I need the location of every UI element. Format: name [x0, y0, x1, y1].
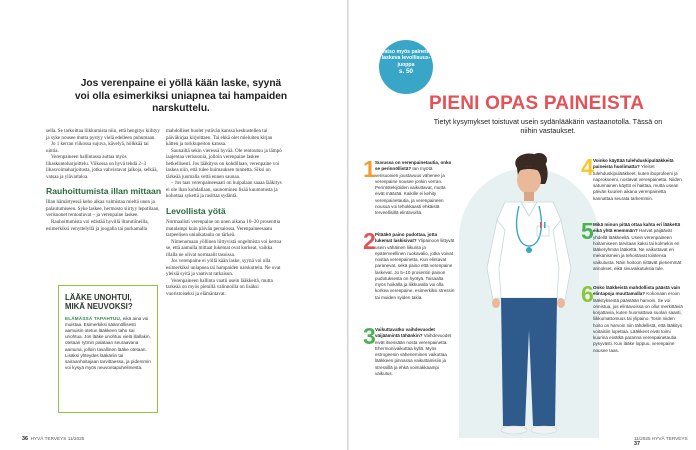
- qa-number: 1: [363, 156, 376, 182]
- qa-number: 6: [581, 281, 594, 307]
- qa-item-5: [581, 218, 683, 272]
- page-number: 37: [634, 441, 640, 447]
- paragraph: Illan hämärtyessä keho alkaa valmistaa mieltä unen ja palautumiseen. Syke laskee, hermosto siirtyy lepotilaan, verisuonet rentoutuvat – ja verenpaine laskee.: [46, 199, 160, 219]
- qa-item-4: [581, 154, 683, 202]
- infographic-deck: Tietyt kysymykset toistuvat usein sydänlääkärin vastaanotolla. Tässä on niihin vastaukset.: [433, 117, 663, 135]
- folio-right: [634, 436, 696, 447]
- left-page: [0, 0, 347, 450]
- qa-item-1: [363, 156, 455, 216]
- paragraph: Jos verenpaine ei yöllä kään laske, syynä voi olla esimerkiksi uniapnea tai hampaiden narskuttelu. Ne ovat yleisiä syitä ja vaativat ratkaisun.: [166, 258, 281, 278]
- qa-number: 5: [581, 218, 594, 244]
- qa-body: [581, 218, 683, 272]
- folio-text: 11/2025 HYVÄ TERVEYS: [634, 436, 688, 441]
- paragraph: Normaalisti verenpaine on unen aikana 10–20 prosenttia matalampi kuin päivän persaiossa. Verenpaineesaatu tarpeelisen uniaikataulu on tärkeä.: [166, 219, 281, 239]
- qa-answer: Ylipainoon liittyvät usein vähäinen liikunta ja epäterveellinen ruokavalio, jotka voivat nostaa verenpainetta. Kun elintavat paranevat, sekä paino että verenpaine laskevat. Jo 5–10 prosentin painon pudotuksesta on hyötyä. Toisaalta myös hoikalla ja liikkuvalla voi olla korkea verenpaine, esimerkiksi stressin tai muiden syiden takia.: [375, 238, 455, 300]
- qa-question: Voinko käyttää tulehduskipulääkkeitä paineista huolimatta?: [593, 158, 674, 170]
- qa-number: 4: [581, 154, 594, 180]
- sidebar-box: [58, 285, 158, 413]
- paragraph: Rauhoittumista voi edistää hyvillä iltarutiineilla, esimerkiksi venyttelyllä ja joogalla tai purkamalla: [46, 219, 149, 232]
- qa-answer: Yleiset tulehduskipulääkkeet, kuten ibuprofeeni ja naprokseeni, nostavat verenpainetta. Niiden satunnainen käyttö ei haittaa, mutta usean päivän kuurien aikana verenpainetta kannattaa seurata tarkemmin.: [593, 164, 682, 201]
- qa-item-2: [363, 228, 455, 301]
- qa-body: [363, 228, 455, 301]
- right-page: [349, 0, 696, 450]
- qa-number: 3: [363, 323, 376, 349]
- qa-question: Suvussa on verenpainetautia, onko se perinnöllistä?: [375, 160, 452, 172]
- qa-item-3: [363, 323, 455, 377]
- qa-answer: Ian myötä verisuonien joustavuus vähenee ja verenpaine nousee jonkin verran. Perintötekijöiden vaikuttavat, mutta eivät määrää. Kaikille ei kehity verenpainetautia, ja verenpaineen nousua voi tehokkaasti ehkäistä terveellisillä elintavoilla.: [375, 166, 446, 215]
- body-column-2: [166, 128, 282, 298]
- subheading-evening: Rauhoittumista illan mittaan: [46, 186, 162, 197]
- paragraph: sella. Se tarkoittaa liikkumista niin, että hengitys kiihtyy ja syke nousee mutta pystyy vielä edelleen puhumaan.: [46, 128, 160, 141]
- sidebar-lead: ELÄMÄSSÄ TAPAHTUU,: [65, 315, 122, 321]
- paragraph: Verenpaineen hallinta vaatii usein lääkkeitä, mutta tarkeää on myös pienillä valinnoilla on lisäksi vuoristoiseksi ja elämäntavat.: [166, 277, 273, 298]
- paragraph: – Jos taas verenpaineesaati on huipalaan saaaa lääkitys ei ole ihan kohdallaan, saunominen lisää kuumotusta ja kohottaa sykettä ja rasittaa sydäntä.: [166, 180, 282, 200]
- folio-left: [22, 436, 84, 442]
- paragraph: Nimenomaan yöllinen liittyvistä ongelmista voi kertoa se, että aamulla mittaat lukemat ovat korkeat, vaikka illalla ne olivat normaalit tasoissa.: [166, 238, 282, 258]
- qa-answer: Vaihdevuodet eivät itsessään nosta verenpainetta. Ehermonivaikuttaa kyllä. Myös estrogeenin väheneminen vaikuttaa lääkkeen pinnassa vaikuttamisiin ja stressillä ja ehkä voimakkaampi vaikutus.: [375, 333, 452, 376]
- qa-answer: Harvat päijäävät yhdellä lääkkeellä. Usein verenpaineen hoitamiseen tarvitaan kaksi tai kolmekin eri lääkeryhmän lääkettä. Ne vaikuttavat eri mekanismein ja tehostavat toistensa vaikutusta. Näin hoitoon riittävät pienemmät annokset, eikä sivuvaikutuksia tule.: [593, 228, 682, 271]
- qa-question: Vaikuttavatko vaihdevuodet väijäämintä tähänkin?: [375, 327, 435, 339]
- paragraph: Saunailtä sekin vieressä hyvää. Ole rentoutuu ja lämpö laajentaa verisuonia, jolloin verenpaine laskee hetkellisesti. Jos lääkityss on kohdillaan, verenpaine voi laskea niin, että tulee huimauksen tunnetta. Siksi on tärkeää juomalla vettä ennen saunaa.: [166, 147, 282, 180]
- badge-page: s. 50: [398, 67, 414, 75]
- paragraph: Jo 1 kerran viikossa sujuva, kävelyä, hölkkää tai uintia.: [46, 141, 149, 154]
- article-intro: Jos verenpaine ei yöllä kään laske, syynä voi olla esimerkiksi uniapnea tai hampaiden narskuttelu.: [74, 78, 288, 115]
- qa-question: Onko lääkkeistä mahdollista päästä vain elintapoja muuttamalla?: [593, 285, 681, 297]
- infographic-title: PIENI OPAS PAINEISTA: [429, 93, 645, 114]
- subheading-night: Levollista yötä: [166, 206, 226, 217]
- nurse-illustration: [469, 150, 589, 440]
- page-number: 36: [22, 436, 28, 442]
- body-column-1: [46, 128, 162, 232]
- cross-reference-badge: [379, 40, 433, 94]
- badge-text: Katso myös painetta laskeva levollisuus-juoppa: [380, 49, 432, 68]
- sidebar-title: LÄÄKE UNOHTUI, MIKÄ NEUVOKSI?: [65, 293, 133, 312]
- sidebar-text: [65, 316, 151, 372]
- qa-body: [581, 281, 683, 354]
- paragraph: mahdolliset huolet ystävän kanssa keskustellen tai päiväkirjaa kirjoittaen. Tai ehkä olet mieluiten kirjan kätten ja torkkupeiton kanssa.: [166, 128, 273, 148]
- qa-body: [363, 156, 455, 216]
- qa-answer: Kokonaan eroon lääkityksestä päästään harvoin. Se voi onnistua, jos elintavoissa on ollut merkittäviä korjattavia, kuten huomattava suolan saanti, liikkumattomuus tai ylipaino. Tosin niiden hoito on harvoin niin tähdellistä, että lääkitys voitaisiin lopettaa. Lääkkeet eivät toimi kuurina eivätkä paranna verenpainetautia pysyvästi. Kun lääke loppuu, verenpaine nousee taas.: [593, 291, 683, 353]
- qa-body: [581, 154, 683, 202]
- qa-question: Mikä minun pitää ottaa kahta eri lääkettä eikä yhtä enemmän?: [593, 222, 681, 234]
- qa-number: 2: [363, 228, 376, 254]
- folio-text: HYVÄ TERVEYS 11/2025: [30, 436, 85, 441]
- sidebar-body: eikä aina voi muistaa. Esimerkiksi säännöllisesti aamuisin otetun lääkkeen taho sai unohtua. Jos lääke unohtuu vielä illallakin, otetaan rytmin palataan seuraavana aamuna, jolloin tavallinen lääke otetaan. Lisäksi yhteydes lääkäriin tai sairaanhoitajaan tarvittaessa, ja pidemmin voi kysyä myös neuvontapuhelimesta.: [65, 315, 151, 371]
- qa-question: Pitääkö paino pudottaa, jotta lukemat laskisivat?: [375, 232, 438, 244]
- qa-body: [363, 323, 455, 377]
- paragraph: Verenpaineen hallintassa auttaa myös lihaskuntoharjoittelu. Viikossa on hyvä tehdä 2–3 lihasvoimaharjoitusta, jotka vahvistavat jalkoja, selkää, vatsaa ja ylävartaloa.: [46, 154, 158, 180]
- qa-item-6: [581, 281, 683, 354]
